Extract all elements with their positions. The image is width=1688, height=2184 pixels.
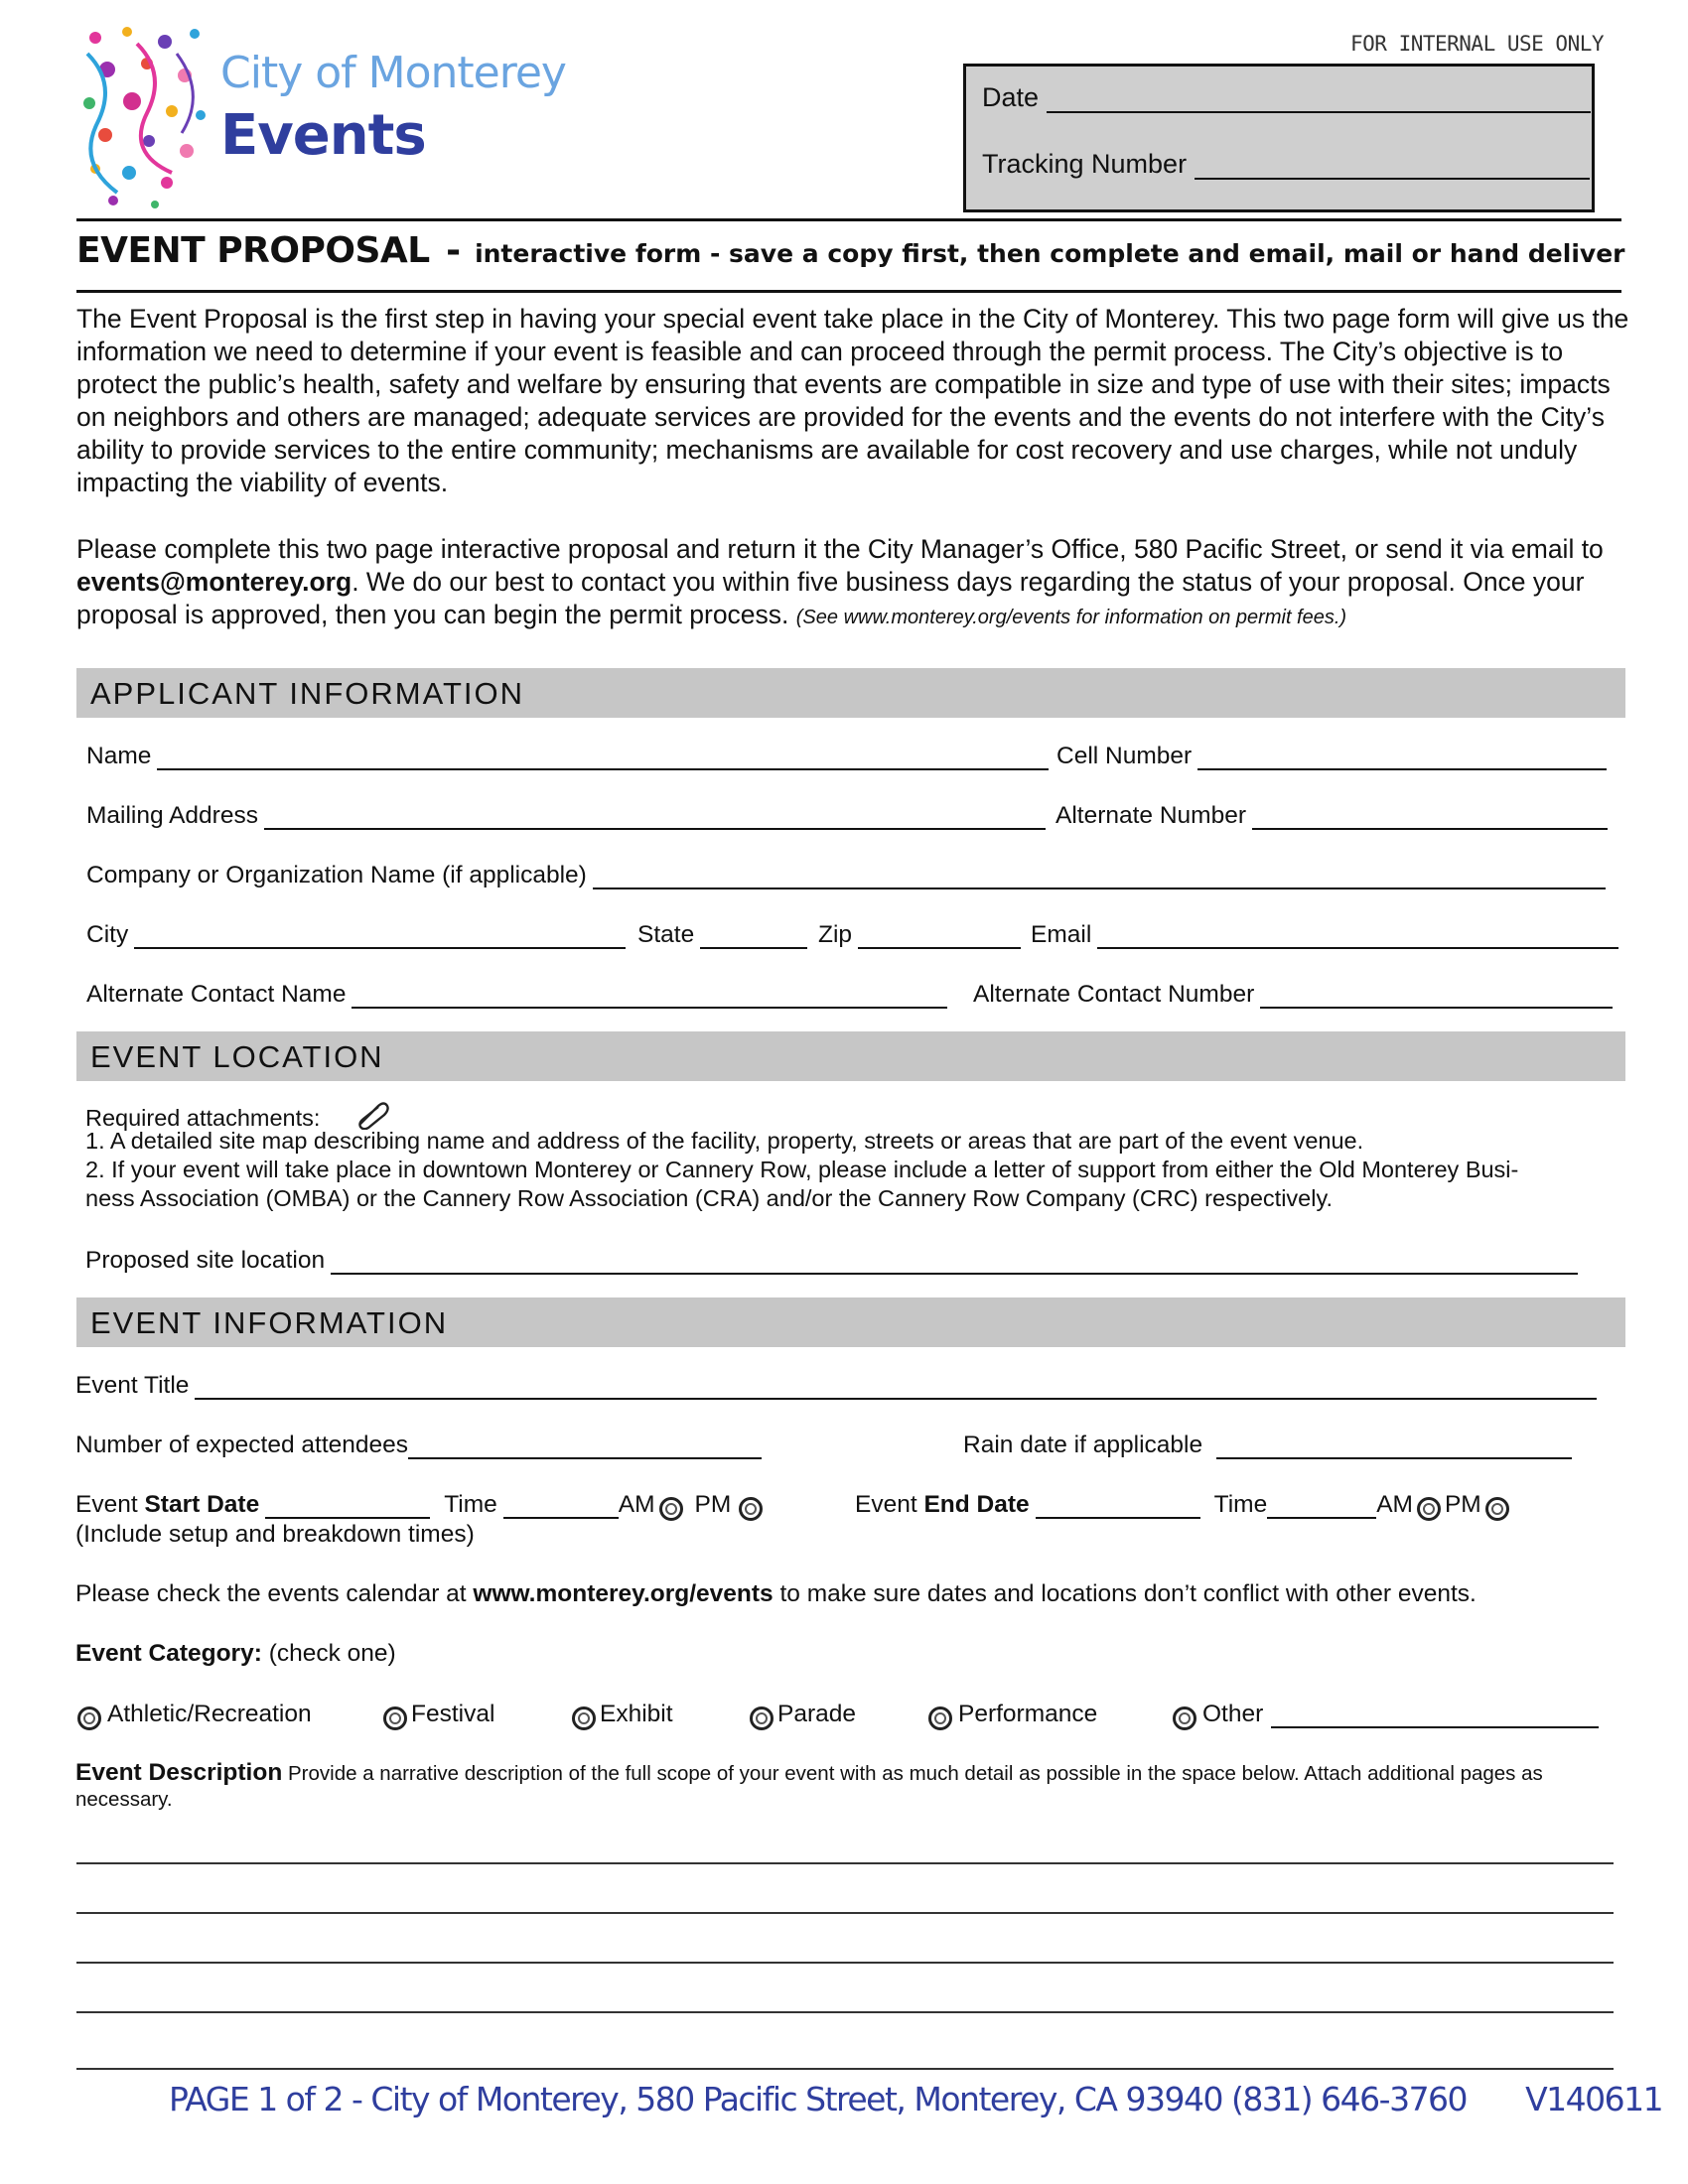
mailing-address-field [86,802,1046,830]
email-input[interactable] [1097,925,1618,949]
end-date-bold: End Date [923,1491,1030,1518]
category-performance[interactable] [928,1701,1097,1728]
attachment-item-2-line-2: ness Association (OMBA) or the Cannery Row Association (CRA) and/or the Cannery Row Company (CRC) respectively. [85,1185,1333,1211]
alternate-contact-number-label: Alternate Contact Number [973,981,1255,1008]
email-label: Email [1031,921,1092,948]
end-date-input[interactable] [1036,1495,1200,1519]
title-main: EVENT PROPOSAL [76,230,430,271]
event-description-bold: Event Description [75,1759,283,1786]
calendar-text-a: Please check the events calendar at [75,1580,474,1607]
cell-number-field [1056,743,1607,770]
calendar-text-b: to make sure dates and locations don’t conflict with other events. [773,1580,1477,1607]
city-field [86,921,626,949]
required-attachments-text: Required attachments: [85,1105,321,1131]
category-parade-label: Parade [777,1701,857,1727]
end-time-input[interactable] [1267,1495,1376,1519]
category-athletic-label: Athletic/Recreation [107,1701,312,1727]
internal-tracking-label: Tracking Number [982,149,1188,179]
expected-attendees-label: Number of expected attendees [75,1432,409,1458]
event-category-label [75,1640,396,1668]
description-line-3[interactable] [76,1962,1614,1964]
end-am-radio[interactable] [1417,1497,1441,1521]
start-date-label [75,1491,259,1519]
start-date-input[interactable] [265,1495,430,1519]
internal-date-label: Date [982,82,1040,112]
mailing-address-label: Mailing Address [86,802,258,829]
start-pm-radio[interactable] [739,1497,763,1521]
expected-attendees-field [75,1432,762,1459]
applicant-name-label: Name [86,743,152,769]
cell-number-input[interactable] [1197,747,1607,770]
rain-date-label: Rain date if applicable [963,1432,1203,1458]
city-input[interactable] [134,925,626,949]
event-title-input[interactable] [195,1376,1597,1400]
mailing-address-input[interactable] [264,806,1046,830]
category-parade-radio[interactable] [750,1706,774,1730]
event-start-row [75,1491,767,1519]
intro-paragraph-1: The Event Proposal is the first step in having your special event take place in the City of Monterey. This two page form will give us the information we need to determine if your event is feasible and can proceed through the permit process. The City’s objective is to protect the public’s health, safety and welfare by ensuring that events are compatible in size and type of use with their sites; impacts on neighbors and others are managed; adequate services are provided for the events and the events do not interfere with the City’s ability to provide services to the entire community; mechanisms are available for cost recovery and use charges, while not unduly impacting the viability of events. [76,304,1629,497]
end-date-prefix: Event [855,1491,924,1518]
page-title [76,230,1624,271]
intro-p2-text-b: . We do our best to contact you within five business days regarding the status of your proposal. Once your proposal is approved, then you can begin the permit process. [76,567,1585,629]
description-line-2[interactable] [76,1912,1614,1914]
logo-city-text: City of Monterey [220,48,566,98]
start-am-label: AM [618,1491,655,1518]
category-other[interactable] [1173,1701,1599,1728]
category-exhibit-label: Exhibit [600,1701,673,1727]
internal-tracking-field [982,149,1590,180]
calendar-link[interactable]: www.monterey.org/events [473,1580,774,1607]
rain-date-input[interactable] [1216,1435,1572,1459]
calendar-check-note [75,1580,1477,1608]
alternate-contact-number-field [973,981,1613,1009]
intro-email-link[interactable]: events@monterey.org [76,567,352,597]
event-title-field [75,1372,1597,1400]
rain-date-field [963,1432,1572,1459]
event-description-rest: Provide a narrative description of the full scope of your event with as much detail as possible in the space below. Attach additional pages as necessary. [75,1762,1543,1811]
event-category-bold: Event Category: [75,1640,262,1667]
zip-field [818,921,1021,949]
footer-text: PAGE 1 of 2 - City of Monterey, 580 Pacific Street, Monterey, CA 93940 (831) 646-3760 [169,2080,1468,2118]
logo-events-text: Events [220,103,426,168]
end-time-label: Time [1213,1491,1268,1518]
start-am-radio[interactable] [659,1497,683,1521]
description-line-4[interactable] [76,2011,1614,2013]
internal-date-input[interactable] [1047,87,1591,113]
end-pm-label: PM [1444,1491,1481,1518]
category-parade[interactable] [750,1701,856,1728]
footer-version: V140611 [1525,2080,1663,2118]
end-am-label: AM [1376,1491,1413,1518]
attachment-item-2-line-1: 2. If your event will take place in downtown Monterey or Cannery Row, please include a letter of support from either the Old Monterey Busi- [85,1157,1519,1182]
category-other-label: Other [1202,1701,1264,1727]
category-festival-label: Festival [411,1701,495,1727]
intro-p2-text-a: Please complete this two page interactive proposal and return it the City Manager’s Office, 580 Pacific Street, or send it via email to [76,534,1604,564]
alternate-number-field [1055,802,1608,830]
attachment-item-1: 1. A detailed site map describing name and address of the facility, property, streets or areas that are part of the event venue. [85,1128,1364,1154]
category-performance-label: Performance [958,1701,1098,1727]
start-time-label: Time [444,1491,497,1518]
alternate-contact-number-input[interactable] [1260,985,1613,1009]
description-line-1[interactable] [76,1862,1614,1864]
category-festival[interactable] [383,1701,494,1728]
alternate-contact-name-label: Alternate Contact Name [86,981,347,1008]
event-end-row [855,1491,1513,1519]
category-performance-radio[interactable] [928,1706,952,1730]
category-athletic-radio[interactable] [77,1706,101,1730]
start-date-bold: Start Date [144,1491,260,1518]
section-event-information [76,1297,1625,1347]
category-festival-radio[interactable] [383,1706,407,1730]
section-applicant-heading: APPLICANT INFORMATION [90,676,525,711]
section-location-heading: EVENT LOCATION [90,1039,384,1074]
confetti-logo-art [77,24,211,212]
alternate-number-input[interactable] [1252,806,1608,830]
internal-tracking-input[interactable] [1195,154,1590,180]
description-line-5[interactable] [76,2068,1614,2070]
internal-date-field [982,82,1591,113]
cell-number-label: Cell Number [1056,743,1193,769]
city-label: City [86,921,129,948]
title-dash: - [446,230,461,271]
section-event-heading: EVENT INFORMATION [90,1305,449,1340]
state-input[interactable] [700,925,807,949]
zip-label: Zip [818,921,853,948]
event-description-label [75,1760,1624,1813]
section-applicant-information [76,668,1625,718]
category-athletic-recreation[interactable] [77,1701,312,1728]
page-footer [169,2080,1662,2118]
intro-paragraph-2 [76,533,1630,634]
end-date-label [855,1491,1030,1519]
proposed-site-location-label: Proposed site location [85,1247,326,1274]
email-field [1031,921,1618,949]
event-category-rest: (check one) [261,1640,396,1667]
section-event-location [76,1031,1625,1081]
category-other-radio[interactable] [1173,1706,1196,1730]
zip-input[interactable] [858,925,1021,949]
category-exhibit-radio[interactable] [572,1706,596,1730]
alternate-number-label: Alternate Number [1055,802,1247,829]
applicant-name-input[interactable] [157,747,1049,770]
category-exhibit[interactable] [572,1701,673,1728]
start-date-prefix: Event [75,1491,145,1518]
title-sub: interactive form - save a copy first, then complete and email, mail or hand deliver [475,239,1625,268]
setup-breakdown-note: (Include setup and breakdown times) [75,1521,475,1548]
company-name-field [86,862,1606,889]
company-name-label: Company or Organization Name (if applicable) [86,862,587,888]
applicant-name-field [86,743,1049,770]
title-top-rule [76,218,1621,221]
company-name-input[interactable] [593,866,1606,889]
title-bottom-rule [76,290,1621,293]
state-label: State [637,921,695,948]
proposed-site-location-input[interactable] [331,1251,1578,1275]
end-pm-radio[interactable] [1485,1497,1509,1521]
start-time-input[interactable] [503,1495,619,1519]
expected-attendees-input[interactable] [408,1435,762,1459]
start-pm-label: PM [694,1491,732,1518]
internal-use-box [963,64,1595,212]
internal-use-label: FOR INTERNAL USE ONLY [1350,32,1605,56]
category-other-input[interactable] [1271,1705,1599,1728]
intro-permit-note: (See www.monterey.org/events for information on permit fees.) [795,607,1347,628]
state-field [637,921,807,949]
alternate-contact-name-field [86,981,947,1009]
event-title-label: Event Title [75,1372,190,1399]
alternate-contact-name-input[interactable] [352,985,947,1009]
proposed-site-location-field [85,1247,1578,1275]
